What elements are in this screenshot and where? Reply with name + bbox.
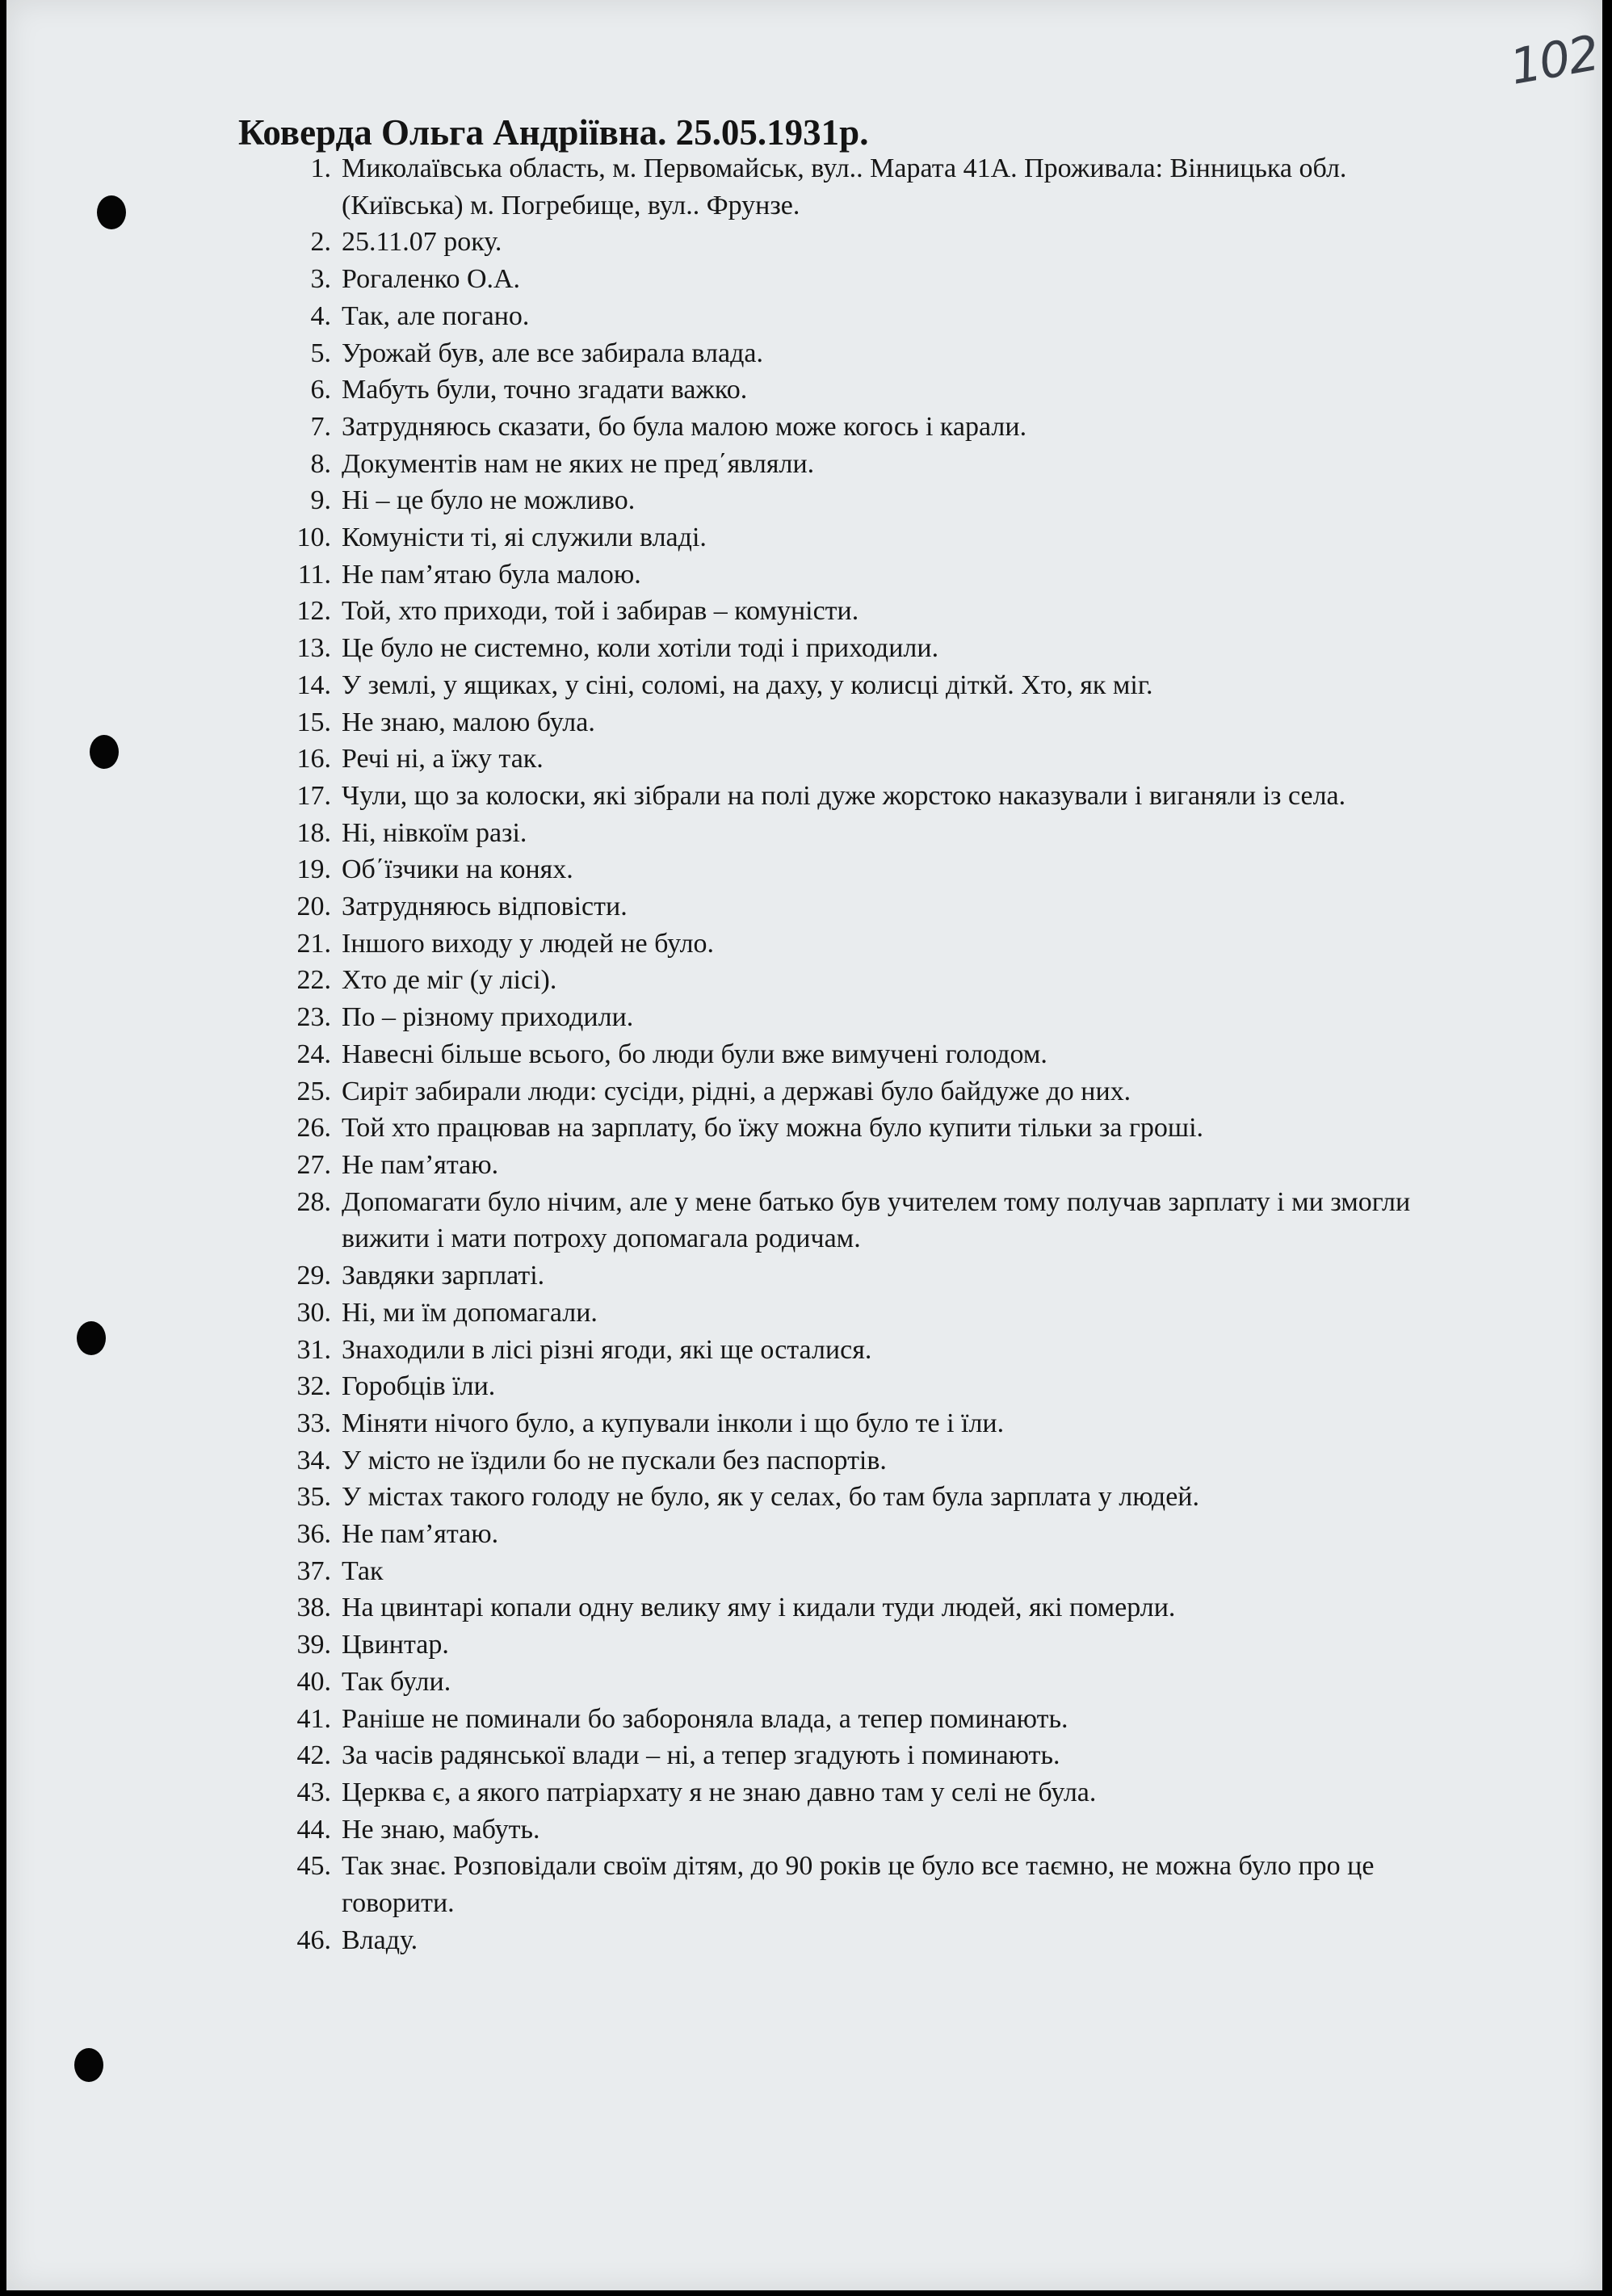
list-item [273, 1405, 1468, 1442]
item-text: Не знаю, мабуть. [342, 1814, 540, 1845]
list-item [273, 1184, 1468, 1257]
item-text: Так, але погано. [342, 300, 530, 331]
item-text: 25.11.07 року. [342, 227, 502, 258]
list-item [273, 962, 1468, 999]
list-item [273, 556, 1468, 594]
handwritten-page-number: 102 [1505, 25, 1602, 96]
document-sheet [6, 0, 1602, 2290]
item-number: 37. [296, 1555, 331, 1586]
list-item [273, 519, 1468, 556]
list-item [273, 1627, 1468, 1664]
list-item [273, 1036, 1468, 1073]
item-text: Речі ні, а їжу так. [342, 744, 544, 774]
item-number: 42. [296, 1740, 331, 1771]
list-item [273, 1368, 1468, 1405]
item-number: 33. [296, 1408, 331, 1438]
item-text: Не пам’ятаю була малою. [342, 559, 641, 590]
item-number: 23. [296, 1002, 331, 1033]
list-item [273, 1257, 1468, 1295]
item-text: Мабуть були, точно згадати важко. [342, 375, 748, 405]
item-text: Не пам’ятаю. [342, 1149, 499, 1180]
item-number: 46. [296, 1925, 331, 1955]
item-text: На цвинтарі копали одну велику яму і кидали туди людей, які померли. [342, 1593, 1176, 1623]
list-item [273, 1479, 1468, 1516]
item-number: 40. [296, 1666, 331, 1697]
item-text: Миколаївська область, м. Первомайськ, вул.. Марата 41А. Проживала: Вінницька обл. (Київська) м. Погребище, вул.. Фрунзе. [342, 153, 1347, 220]
item-number: 18. [296, 817, 331, 848]
item-number: 8. [310, 448, 331, 479]
item-text: У містах такого голоду не було, як у селах, бо там була зарплата у людей. [342, 1482, 1199, 1513]
item-number: 25. [296, 1076, 331, 1106]
list-item [273, 704, 1468, 741]
list-item [273, 482, 1468, 519]
item-text: Іншого виходу у людей не було. [342, 928, 715, 959]
item-number: 7. [310, 411, 331, 442]
list-item [273, 1295, 1468, 1332]
item-text: За часів радянської влади – ні, а тепер згадують і поминають. [342, 1740, 1060, 1771]
item-text: Міняти нічого було, а купували інколи і що було те і їли. [342, 1408, 1005, 1438]
item-number: 43. [296, 1777, 331, 1807]
item-text: Так знає. Розповідали своїм дітям, до 90 років це було все таємно, не можна було про це говорити. [342, 1851, 1375, 1919]
list-item [273, 741, 1468, 778]
answer-list [273, 150, 1468, 1958]
list-item [273, 999, 1468, 1036]
item-number: 17. [296, 780, 331, 811]
item-text: Затрудняюсь сказати, бо була малою може когось і карали. [342, 411, 1027, 442]
item-number: 4. [310, 300, 331, 331]
list-item [273, 1442, 1468, 1480]
list-item [273, 630, 1468, 667]
list-item [273, 298, 1468, 335]
list-item [273, 926, 1468, 963]
item-number: 24. [296, 1039, 331, 1069]
item-number: 27. [296, 1149, 331, 1180]
list-item [273, 1516, 1468, 1553]
list-item [273, 1922, 1468, 1959]
item-text: Ні, нівкоїм разі. [342, 817, 527, 848]
list-item [273, 1848, 1468, 1921]
item-number: 30. [296, 1297, 331, 1328]
item-text: Так [342, 1555, 384, 1586]
list-item [273, 593, 1468, 630]
item-text: Хто де міг (у лісі). [342, 965, 557, 996]
item-number: 34. [296, 1445, 331, 1475]
list-item [273, 1332, 1468, 1369]
item-number: 35. [296, 1482, 331, 1513]
list-item [273, 1774, 1468, 1811]
item-text: Рогаленко О.А. [342, 264, 521, 295]
item-number: 15. [296, 707, 331, 737]
list-item [273, 851, 1468, 888]
list-item [273, 446, 1468, 483]
list-item [273, 888, 1468, 926]
item-number: 1. [310, 153, 331, 183]
item-number: 10. [296, 523, 331, 553]
list-item [273, 150, 1468, 224]
punch-hole-icon [74, 2048, 103, 2082]
list-item [273, 1073, 1468, 1110]
list-item [273, 261, 1468, 298]
item-text: Не знаю, малою була. [342, 707, 595, 737]
item-number: 28. [296, 1186, 331, 1217]
item-text: Це було не системно, коли хотіли тоді і приходили. [342, 633, 939, 664]
list-item [273, 1664, 1468, 1701]
item-text: Ні – це було не можливо. [342, 485, 636, 516]
item-number: 14. [296, 669, 331, 700]
list-item [273, 224, 1468, 261]
item-text: Горобців їли. [342, 1371, 496, 1402]
item-number: 12. [296, 596, 331, 627]
list-item [273, 815, 1468, 852]
punch-hole-icon [77, 1321, 106, 1355]
item-text: Сиріт забирали люди: сусіди, рідні, а державі було байдуже до них. [342, 1076, 1131, 1106]
item-number: 36. [296, 1519, 331, 1550]
item-text: Допомагати було нічим, але у мене батько був учителем тому получав зарплату і ми змогли вижити і мати потроху допомагала родичам. [342, 1186, 1411, 1254]
item-number: 9. [310, 485, 331, 516]
item-text: У землі, у ящиках, у сіні, соломі, на даху, у колисці діткй. Хто, як міг. [342, 669, 1153, 700]
list-item [273, 335, 1468, 372]
item-text: Не пам’ятаю. [342, 1519, 499, 1550]
item-text: Раніше не поминали бо забороняла влада, а тепер поминають. [342, 1703, 1068, 1734]
list-item [273, 778, 1468, 815]
item-number: 2. [310, 227, 331, 258]
list-item [273, 1553, 1468, 1590]
item-text: Чули, що за колоски, які зібрали на полі дуже жорстоко наказували і виганяли із села. [342, 780, 1346, 811]
item-number: 20. [296, 892, 331, 922]
item-number: 21. [296, 928, 331, 959]
item-text: У місто не їздили бо не пускали без паспортів. [342, 1445, 887, 1475]
item-number: 31. [296, 1334, 331, 1365]
document-title: Коверда Ольга Андріївна. 25.05.1931р. [238, 112, 869, 153]
item-number: 11. [297, 559, 331, 590]
item-number: 26. [296, 1113, 331, 1144]
item-text: Документів нам не яких не пред΄являли. [342, 448, 815, 479]
list-item [273, 371, 1468, 409]
item-text: Знаходили в лісі різні ягоди, які ще осталися. [342, 1334, 872, 1365]
item-number: 38. [296, 1593, 331, 1623]
item-number: 29. [296, 1261, 331, 1291]
punch-hole-icon [90, 735, 119, 769]
list-item [273, 1147, 1468, 1184]
item-text: Так були. [342, 1666, 451, 1697]
item-text: Завдяки зарплаті. [342, 1261, 545, 1291]
list-item [273, 1811, 1468, 1849]
list-item [273, 667, 1468, 704]
item-text: Той хто працював на зарплату, бо їжу можна було купити тільки за гроші. [342, 1113, 1204, 1144]
item-number: 13. [296, 633, 331, 664]
item-number: 22. [296, 965, 331, 996]
list-item [273, 1701, 1468, 1738]
item-number: 3. [310, 264, 331, 295]
item-text: Цвинтар. [342, 1630, 449, 1660]
item-text: Владу. [342, 1925, 418, 1955]
item-text: Комуністи ті, яі служили владі. [342, 523, 707, 553]
item-text: Урожай був, але все забирала влада. [342, 338, 763, 368]
item-text: По – різному приходили. [342, 1002, 634, 1033]
list-item [273, 1589, 1468, 1627]
item-number: 39. [296, 1630, 331, 1660]
list-item [273, 1110, 1468, 1147]
item-number: 32. [296, 1371, 331, 1402]
item-number: 16. [296, 744, 331, 774]
item-number: 19. [296, 854, 331, 885]
list-item [273, 409, 1468, 446]
item-text: Затрудняюсь відповісти. [342, 892, 628, 922]
item-text: Церква є, а якого патріархату я не знаю давно там у селі не була. [342, 1777, 1097, 1807]
item-text: Ні, ми їм допомагали. [342, 1297, 598, 1328]
item-text: Об΄їзчики на конях. [342, 854, 573, 885]
item-number: 5. [310, 338, 331, 368]
item-text: Той, хто приходи, той і забирав – комуністи. [342, 596, 859, 627]
item-number: 44. [296, 1814, 331, 1845]
punch-hole-icon [97, 195, 126, 229]
item-number: 45. [296, 1851, 331, 1882]
item-text: Навесні більше всього, бо люди були вже вимучені голодом. [342, 1039, 1047, 1069]
item-number: 41. [296, 1703, 331, 1734]
list-item [273, 1737, 1468, 1774]
item-number: 6. [310, 375, 331, 405]
